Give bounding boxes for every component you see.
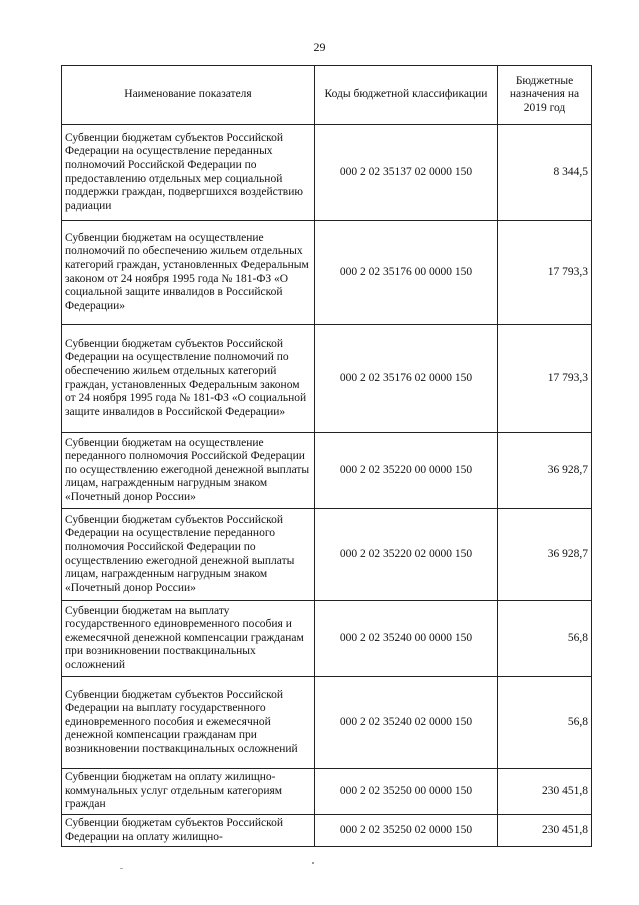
row-code: 000 2 02 35240 00 0000 150 [315,601,498,677]
row-code: 000 2 02 35240 02 0000 150 [315,677,498,769]
row-code: 000 2 02 35220 02 0000 150 [315,509,498,601]
row-code: 000 2 02 35137 02 0000 150 [315,125,498,221]
table-row [62,769,592,815]
scan-speck [120,868,123,869]
row-amount: 56,8 [498,677,592,769]
table-row [62,815,592,847]
budget-table [61,65,592,847]
table-row [62,601,592,677]
row-name: Субвенции бюджетам субъектов Российской Федерации на осуществление переданного полномочия Российской Федерации по осуществлению ежегодной денежной выплаты лицам, награжденным нагрудным знаком «Почетный донор России» [62,509,315,601]
row-amount: 17 793,3 [498,221,592,325]
row-amount: 36 928,7 [498,509,592,601]
row-code: 000 2 02 35250 02 0000 150 [315,815,498,847]
row-amount: 230 451,8 [498,815,592,847]
scan-speck [312,862,314,864]
row-name: Субвенции бюджетам на выплату государственного единовременного пособия и ежемесячной денежной компенсации гражданам при возникновении поствакцинальных осложнений [62,601,315,677]
row-code: 000 2 02 35220 00 0000 150 [315,433,498,509]
table-header-row [62,66,592,125]
header-amount: Бюджетные назначения на 2019 год [498,66,592,125]
row-name: Субвенции бюджетам субъектов Российской Федерации на оплату жилищно- [62,815,315,847]
row-name: Субвенции бюджетам на осуществление полномочий по обеспечению жильем отдельных категорий граждан, установленных Федеральным законом от 24 ноября 1995 года № 181-ФЗ «О социальной защите инвалидов в Российской Федерации» [62,221,315,325]
page-number: 29 [313,40,326,54]
row-code: 000 2 02 35250 00 0000 150 [315,769,498,815]
header-name: Наименование показателя [62,66,315,125]
row-name: Субвенции бюджетам на оплату жилищно-коммунальных услуг отдельным категориям граждан [62,769,315,815]
table-row [62,125,592,221]
row-name: Субвенции бюджетам на осуществление переданного полномочия Российской Федерации по осуществлению ежегодной денежной выплаты лицам, награжденным нагрудным знаком «Почетный донор России» [62,433,315,509]
table-row [62,677,592,769]
row-amount: 8 344,5 [498,125,592,221]
row-amount: 56,8 [498,601,592,677]
row-code: 000 2 02 35176 00 0000 150 [315,221,498,325]
row-name: Субвенции бюджетам субъектов Российской Федерации на осуществление переданных полномочий Российской Федерации по предоставлению отдельных мер социальной поддержки граждан, подвергшихся воздействию радиации [62,125,315,221]
row-name: Субвенции бюджетам субъектов Российской Федерации на выплату государственного единовременного пособия и ежемесячной денежной компенсации гражданам при возникновении поствакцинальных осложнений [62,677,315,769]
table-row [62,325,592,433]
table-row [62,433,592,509]
row-amount: 230 451,8 [498,769,592,815]
table-row [62,221,592,325]
row-amount: 17 793,3 [498,325,592,433]
row-code: 000 2 02 35176 02 0000 150 [315,325,498,433]
row-name: Субвенции бюджетам субъектов Российской Федерации на осуществление полномочий по обеспечению жильем отдельных категорий граждан, установленных Федеральным законом от 24 ноября 1995 года № 181-ФЗ «О социальной защите инвалидов в Российской Федерации» [62,325,315,433]
row-amount: 36 928,7 [498,433,592,509]
header-code: Коды бюджетной классификации [315,66,498,125]
table-row [62,509,592,601]
